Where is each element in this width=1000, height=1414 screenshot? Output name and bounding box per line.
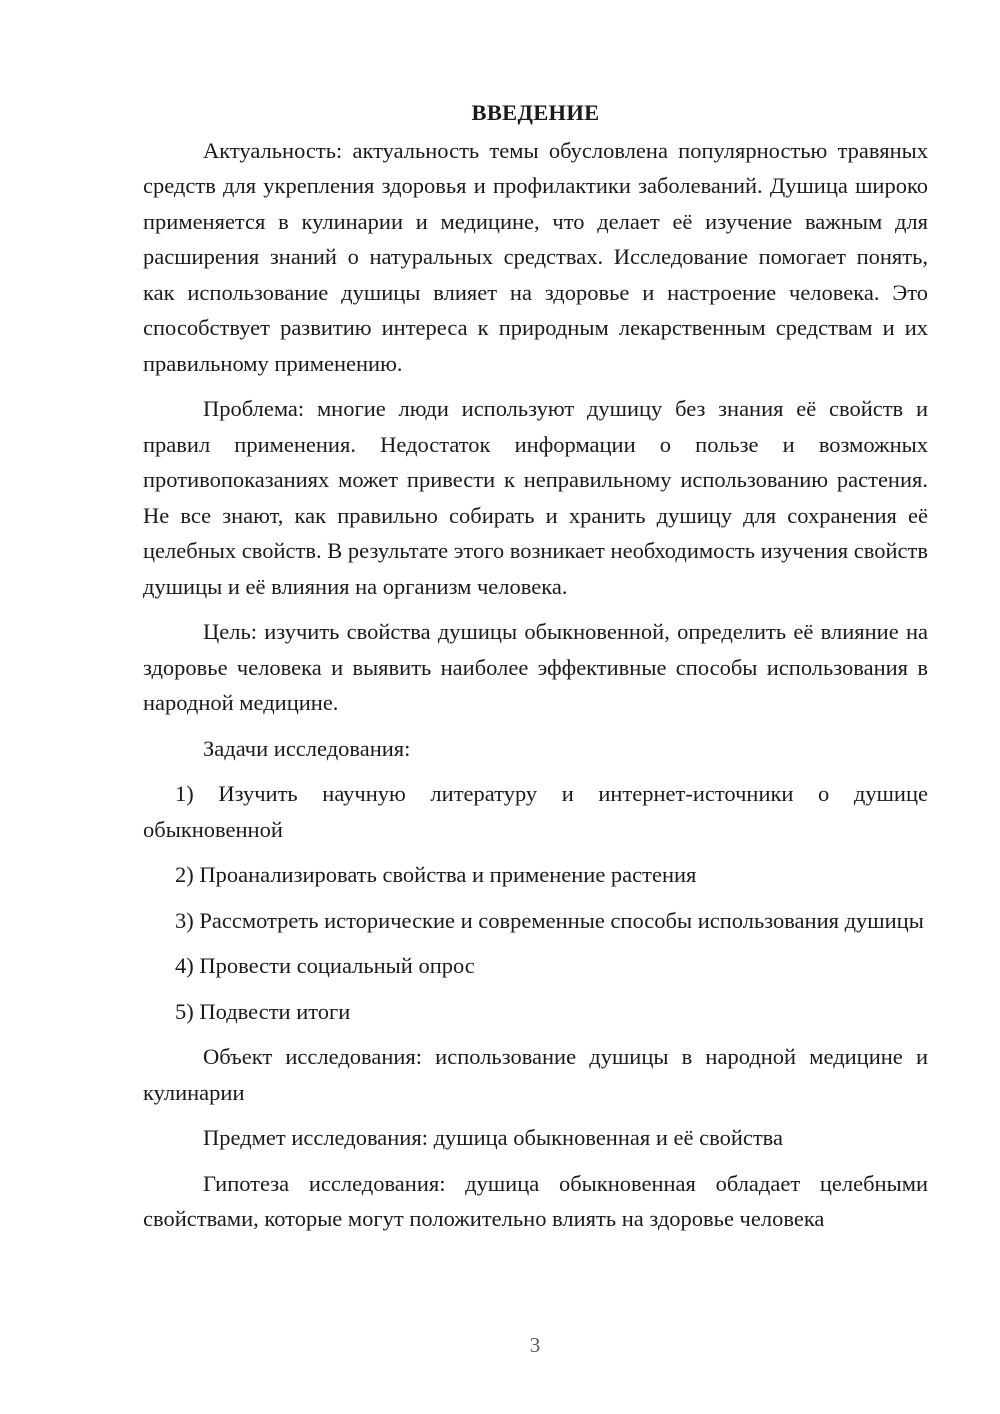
paragraph-object: Объект исследования: использование душицы в народной медицине и кулинарии bbox=[143, 1044, 928, 1105]
task-item-4: 4) Провести социальный опрос bbox=[175, 953, 475, 978]
section-heading: ВВЕДЕНИЕ bbox=[471, 100, 600, 125]
page-number: 3 bbox=[529, 1333, 541, 1357]
paragraph-relevance: Актуальность: актуальность темы обусловлена популярностью травяных средств для укрепления здоровья и профилактики заболеваний. Душица широко применяется в кулинарии и медицине, что делает её изучение важным для расширения знаний о натуральных средствах. Исследование помогает понять, как использование душицы влияет на здоровье и настроение человека. Это способствует развитию интереса к природным лекарственным средствам и их правильному применению. bbox=[143, 137, 928, 376]
task-item-2: 2) Проанализировать свойства и применение растения bbox=[175, 862, 697, 887]
paragraph-problem: Проблема: многие люди используют душицу без знания её свойств и правил применения. Недостаток информации о пользе и возможных противопоказаниях может привести к неправильному использованию растения. Не все знают, как правильно собирать и хранить душицу для сохранения её целебных свойств. В результате этого возникает необходимость изучения свойств душицы и её влияния на организм человека. bbox=[143, 396, 928, 599]
task-item-3: 3) Рассмотреть исторические и современные способы использования душицы bbox=[175, 907, 924, 933]
paragraph-hypothesis: Гипотеза исследования: душица обыкновенная обладает целебными свойствами, которые могут положительно влиять на здоровье человека bbox=[143, 1170, 928, 1231]
paragraph-tasks-title: Задачи исследования: bbox=[203, 735, 411, 761]
paragraph-goal: Цель: изучить свойства душицы обыкновенной, определить её влияние на здоровье человека и выявить наиболее эффективные способы использования в народной медицине. bbox=[143, 619, 928, 715]
page-content bbox=[143, 95, 928, 1247]
paragraph-subject: Предмет исследования: душица обыкновенная и её свойства bbox=[203, 1125, 783, 1150]
task-item-5: 5) Подвести итоги bbox=[175, 998, 351, 1024]
task-item-1: 1) Изучить научную литературу и интернет-источники о душице обыкновенной bbox=[143, 781, 928, 842]
